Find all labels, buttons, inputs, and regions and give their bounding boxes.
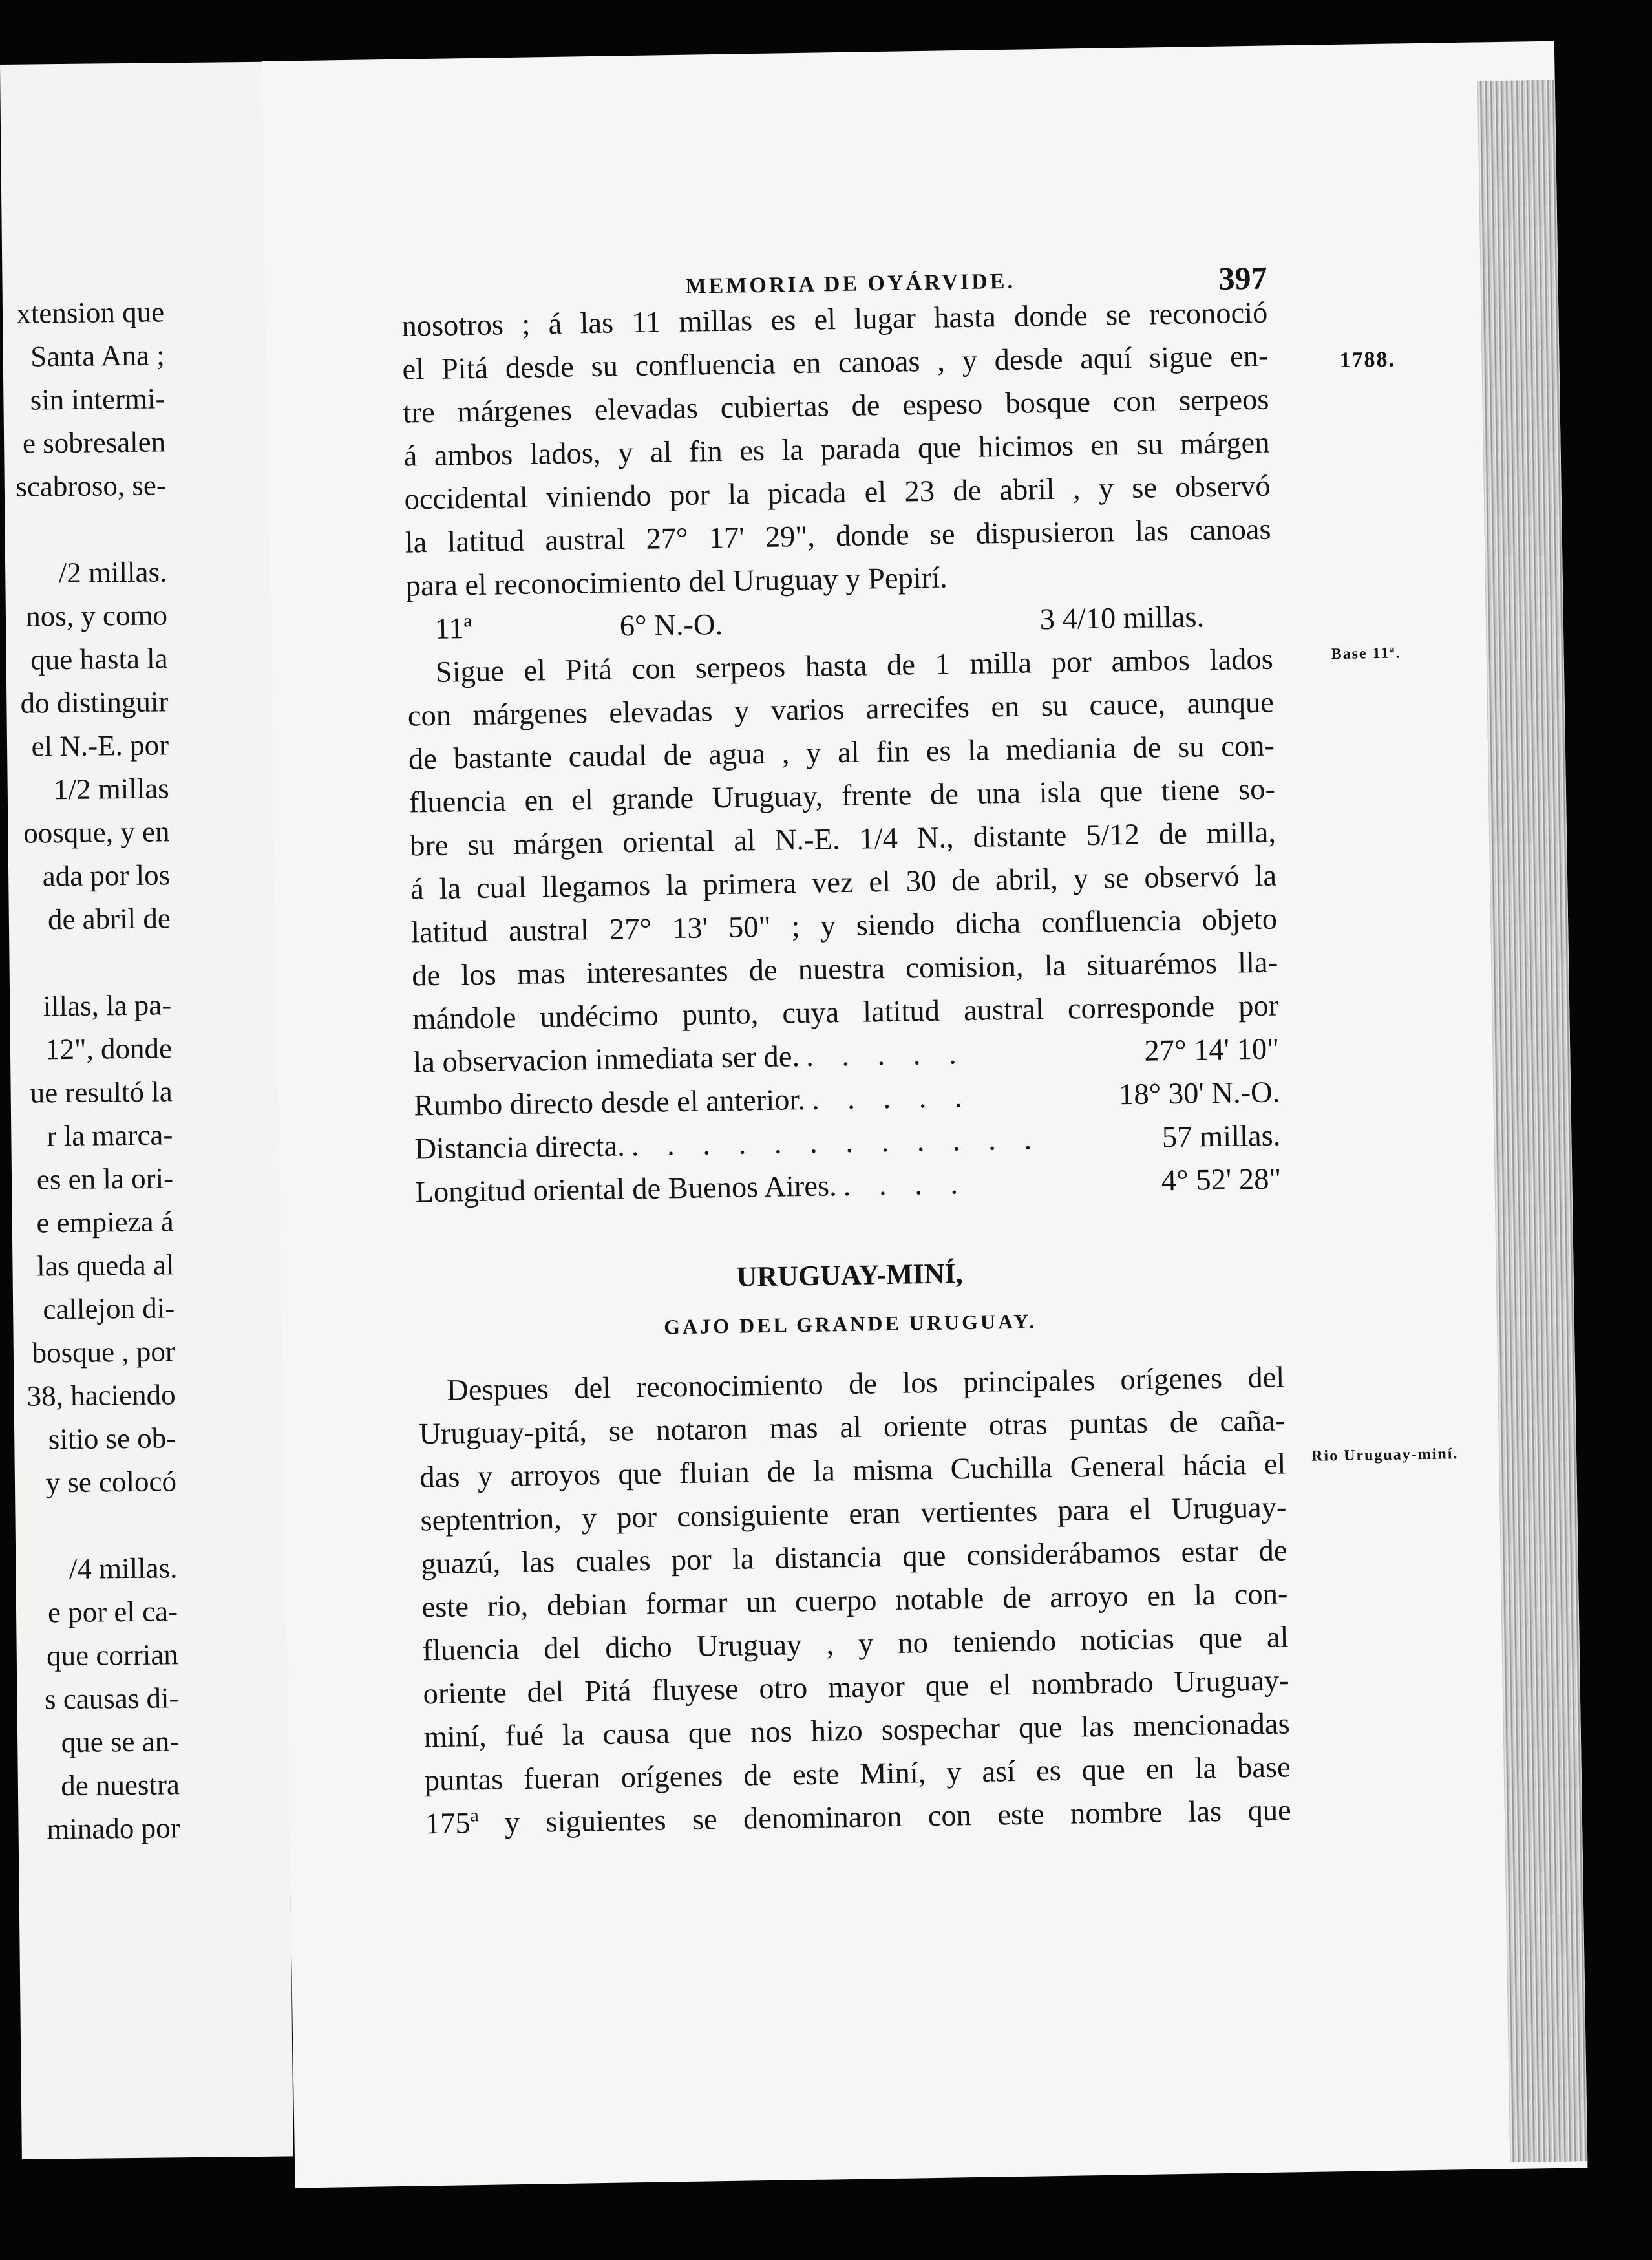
- paragraph-line: Sigue el Pitá con serpeos hasta de 1 milla por ambos lados: [435, 643, 1274, 689]
- left-page-line: y se colocó: [45, 1465, 177, 1499]
- left-page-line: e empieza á: [36, 1205, 175, 1239]
- left-page-line: es en la ori-: [36, 1162, 174, 1196]
- left-page-line: r la marca-: [47, 1118, 173, 1153]
- data-label: la observacion inmediata ser de.: [412, 1040, 800, 1080]
- section-heading: URUGUAY-MINÍ,: [736, 1257, 963, 1293]
- left-page-line: 1/2 millas: [53, 772, 169, 806]
- page-edge-stack: [1477, 80, 1588, 2162]
- left-page-line: Santa Ana ;: [30, 339, 165, 373]
- left-page-line: scabroso, se-: [16, 469, 167, 503]
- paragraph-line: miní, fué la causa que nos hizo sospechar que las mencionadas: [423, 1707, 1290, 1754]
- left-page-line: de abril de: [47, 902, 171, 936]
- left-page-line: nos, y como: [25, 599, 168, 633]
- paragraph-line: con márgenes elevadas y varios arrecifes en su cauce, aunque: [407, 686, 1275, 733]
- margin-note-base: Base 11ª.: [1331, 645, 1401, 663]
- paragraph-line: á la cual llegamos la primera vez el 30 de abril, y se observó la: [410, 859, 1277, 906]
- left-page-line: callejon di-: [43, 1292, 175, 1326]
- base-number: 11ª: [434, 612, 472, 646]
- left-page-line: /2 millas.: [58, 555, 167, 590]
- left-page-line: ada por los: [42, 858, 171, 893]
- data-value: 27° 14' 10": [1144, 1032, 1280, 1068]
- running-head-title: MEMORIA DE OYÁRVIDE.: [685, 269, 1016, 299]
- left-page-line: bosque , por: [32, 1335, 176, 1369]
- leader-dots: . . . . . . . . . . . .: [631, 1123, 1043, 1163]
- left-page-line: do distinguir: [20, 685, 169, 720]
- paragraph-line: Despues del reconocimiento de los principales orígenes del: [446, 1361, 1285, 1407]
- text-block: [401, 292, 1291, 1846]
- data-value: 4° 52' 28": [1161, 1162, 1282, 1198]
- paragraph-line: á ambos lados, y al fin es la parada que hicimos en su márgen: [403, 426, 1270, 473]
- data-label: Longitud oriental de Buenos Aires.: [415, 1169, 838, 1210]
- left-page-line: e por el ca-: [47, 1595, 178, 1629]
- paragraph-line: fluencia del dicho Uruguay , y no teniendo noticias que al: [422, 1621, 1289, 1668]
- leader-dots: . . . .: [843, 1167, 969, 1203]
- left-page-line: minado por: [47, 1811, 180, 1846]
- left-page-line: 38, haciendo: [26, 1378, 176, 1412]
- paragraph-line: mándole undécimo punto, cuya latitud austral corresponde por: [412, 989, 1279, 1036]
- paragraph-line: latitud austral 27° 13' 50" ; y siendo dicha confluencia objeto: [410, 902, 1278, 950]
- paragraph-line: este rio, debian formar un cuerpo notable de arroyo en la con-: [421, 1577, 1288, 1625]
- paragraph-line: septentrion, y por consiguiente eran vertientes para el Uruguay-: [420, 1491, 1287, 1538]
- left-page-line: el N.-E. por: [31, 729, 169, 763]
- left-page-line: s causas di-: [44, 1681, 179, 1716]
- paragraph-line: el Pitá desde su confluencia en canoas , y desde aquí sigue en-: [402, 339, 1269, 387]
- paragraph-line: nosotros ; á las 11 millas es el lugar hasta donde se reconoció: [401, 296, 1268, 343]
- left-page-line: sitio se ob-: [48, 1422, 176, 1456]
- paragraph-line: fluencia en el grande Uruguay, frente de una isla que tiene so-: [408, 773, 1276, 820]
- paragraph-line: oriente del Pitá fluyese otro mayor que el nombrado Uruguay-: [423, 1664, 1289, 1711]
- left-page-line: sin intermi-: [30, 382, 165, 416]
- paragraph-line: para el reconocimiento del Uruguay y Pepirí.: [405, 561, 948, 603]
- margin-note-river: Rio Uruguay-miní.: [1311, 1445, 1459, 1465]
- paragraph-line: Uruguay-pitá, se notaron mas al oriente otras puntas de caña-: [418, 1404, 1286, 1451]
- left-page-line: illas, la pa-: [43, 988, 172, 1023]
- paragraph-line: de los mas interesantes de nuestra comision, la situarémos lla-: [411, 946, 1278, 993]
- paragraph-line: de bastante caudal de agua , y al fin es la mediania de su con-: [408, 729, 1275, 776]
- paragraph-line: puntas fueran orígenes de este Miní, y así es que en la base: [424, 1751, 1291, 1798]
- data-value: 57 millas.: [1161, 1119, 1281, 1155]
- page-number: 397: [1218, 259, 1267, 297]
- leader-dots: . . . . .: [811, 1080, 973, 1116]
- margin-note-year: 1788.: [1339, 347, 1396, 372]
- data-label: Rumbo directo desde el anterior.: [414, 1083, 806, 1123]
- left-page-line: oosque, y en: [23, 815, 170, 849]
- base-direction: 6° N.-O.: [619, 608, 723, 643]
- left-page-line: /4 millas.: [69, 1551, 178, 1586]
- data-value: 18° 30' N.-O.: [1118, 1076, 1280, 1112]
- left-page-line: que hasta la: [30, 642, 168, 676]
- base-distance: 3 4/10 millas.: [1039, 601, 1205, 637]
- paragraph-line: das y arroyos que fluian de la misma Cuchilla General hácia el: [419, 1447, 1286, 1495]
- left-page-line: e sobresalen: [22, 425, 166, 460]
- leader-dots: . . . . .: [805, 1038, 968, 1073]
- left-page-line: de nuestra: [60, 1768, 180, 1802]
- left-page-line: que corrian: [46, 1638, 179, 1672]
- left-page-line: 12", donde: [45, 1032, 173, 1066]
- left-page-line: que se an-: [61, 1725, 180, 1759]
- paragraph-line: la latitud austral 27° 17' 29", donde se dispusieron las canoas: [405, 513, 1271, 560]
- paragraph-line: occidental viniendo por la picada el 23 de abril , y se observó: [404, 469, 1271, 517]
- data-label: Distancia directa.: [414, 1129, 626, 1166]
- left-page-line: xtension que: [16, 295, 165, 330]
- left-page-line: las queda al: [36, 1248, 175, 1283]
- paragraph-line: bre su márgen oriental al N.-E. 1/4 N., distante 5/12 de milla,: [409, 816, 1276, 863]
- paragraph-line: 175ª y siguientes se denominaron con este nombre las que: [425, 1794, 1292, 1841]
- left-page-line: ue resultó la: [30, 1075, 173, 1109]
- paragraph-line: tre márgenes elevadas cubiertas de espeso bosque con serpeos: [403, 383, 1269, 430]
- right-page: [262, 41, 1587, 2188]
- left-page: [0, 62, 293, 2159]
- paragraph-line: guazú, las cuales por la distancia que considerábamos estar de: [421, 1534, 1287, 1581]
- section-subheading: GAJO DEL GRANDE URUGUAY.: [663, 1309, 1037, 1339]
